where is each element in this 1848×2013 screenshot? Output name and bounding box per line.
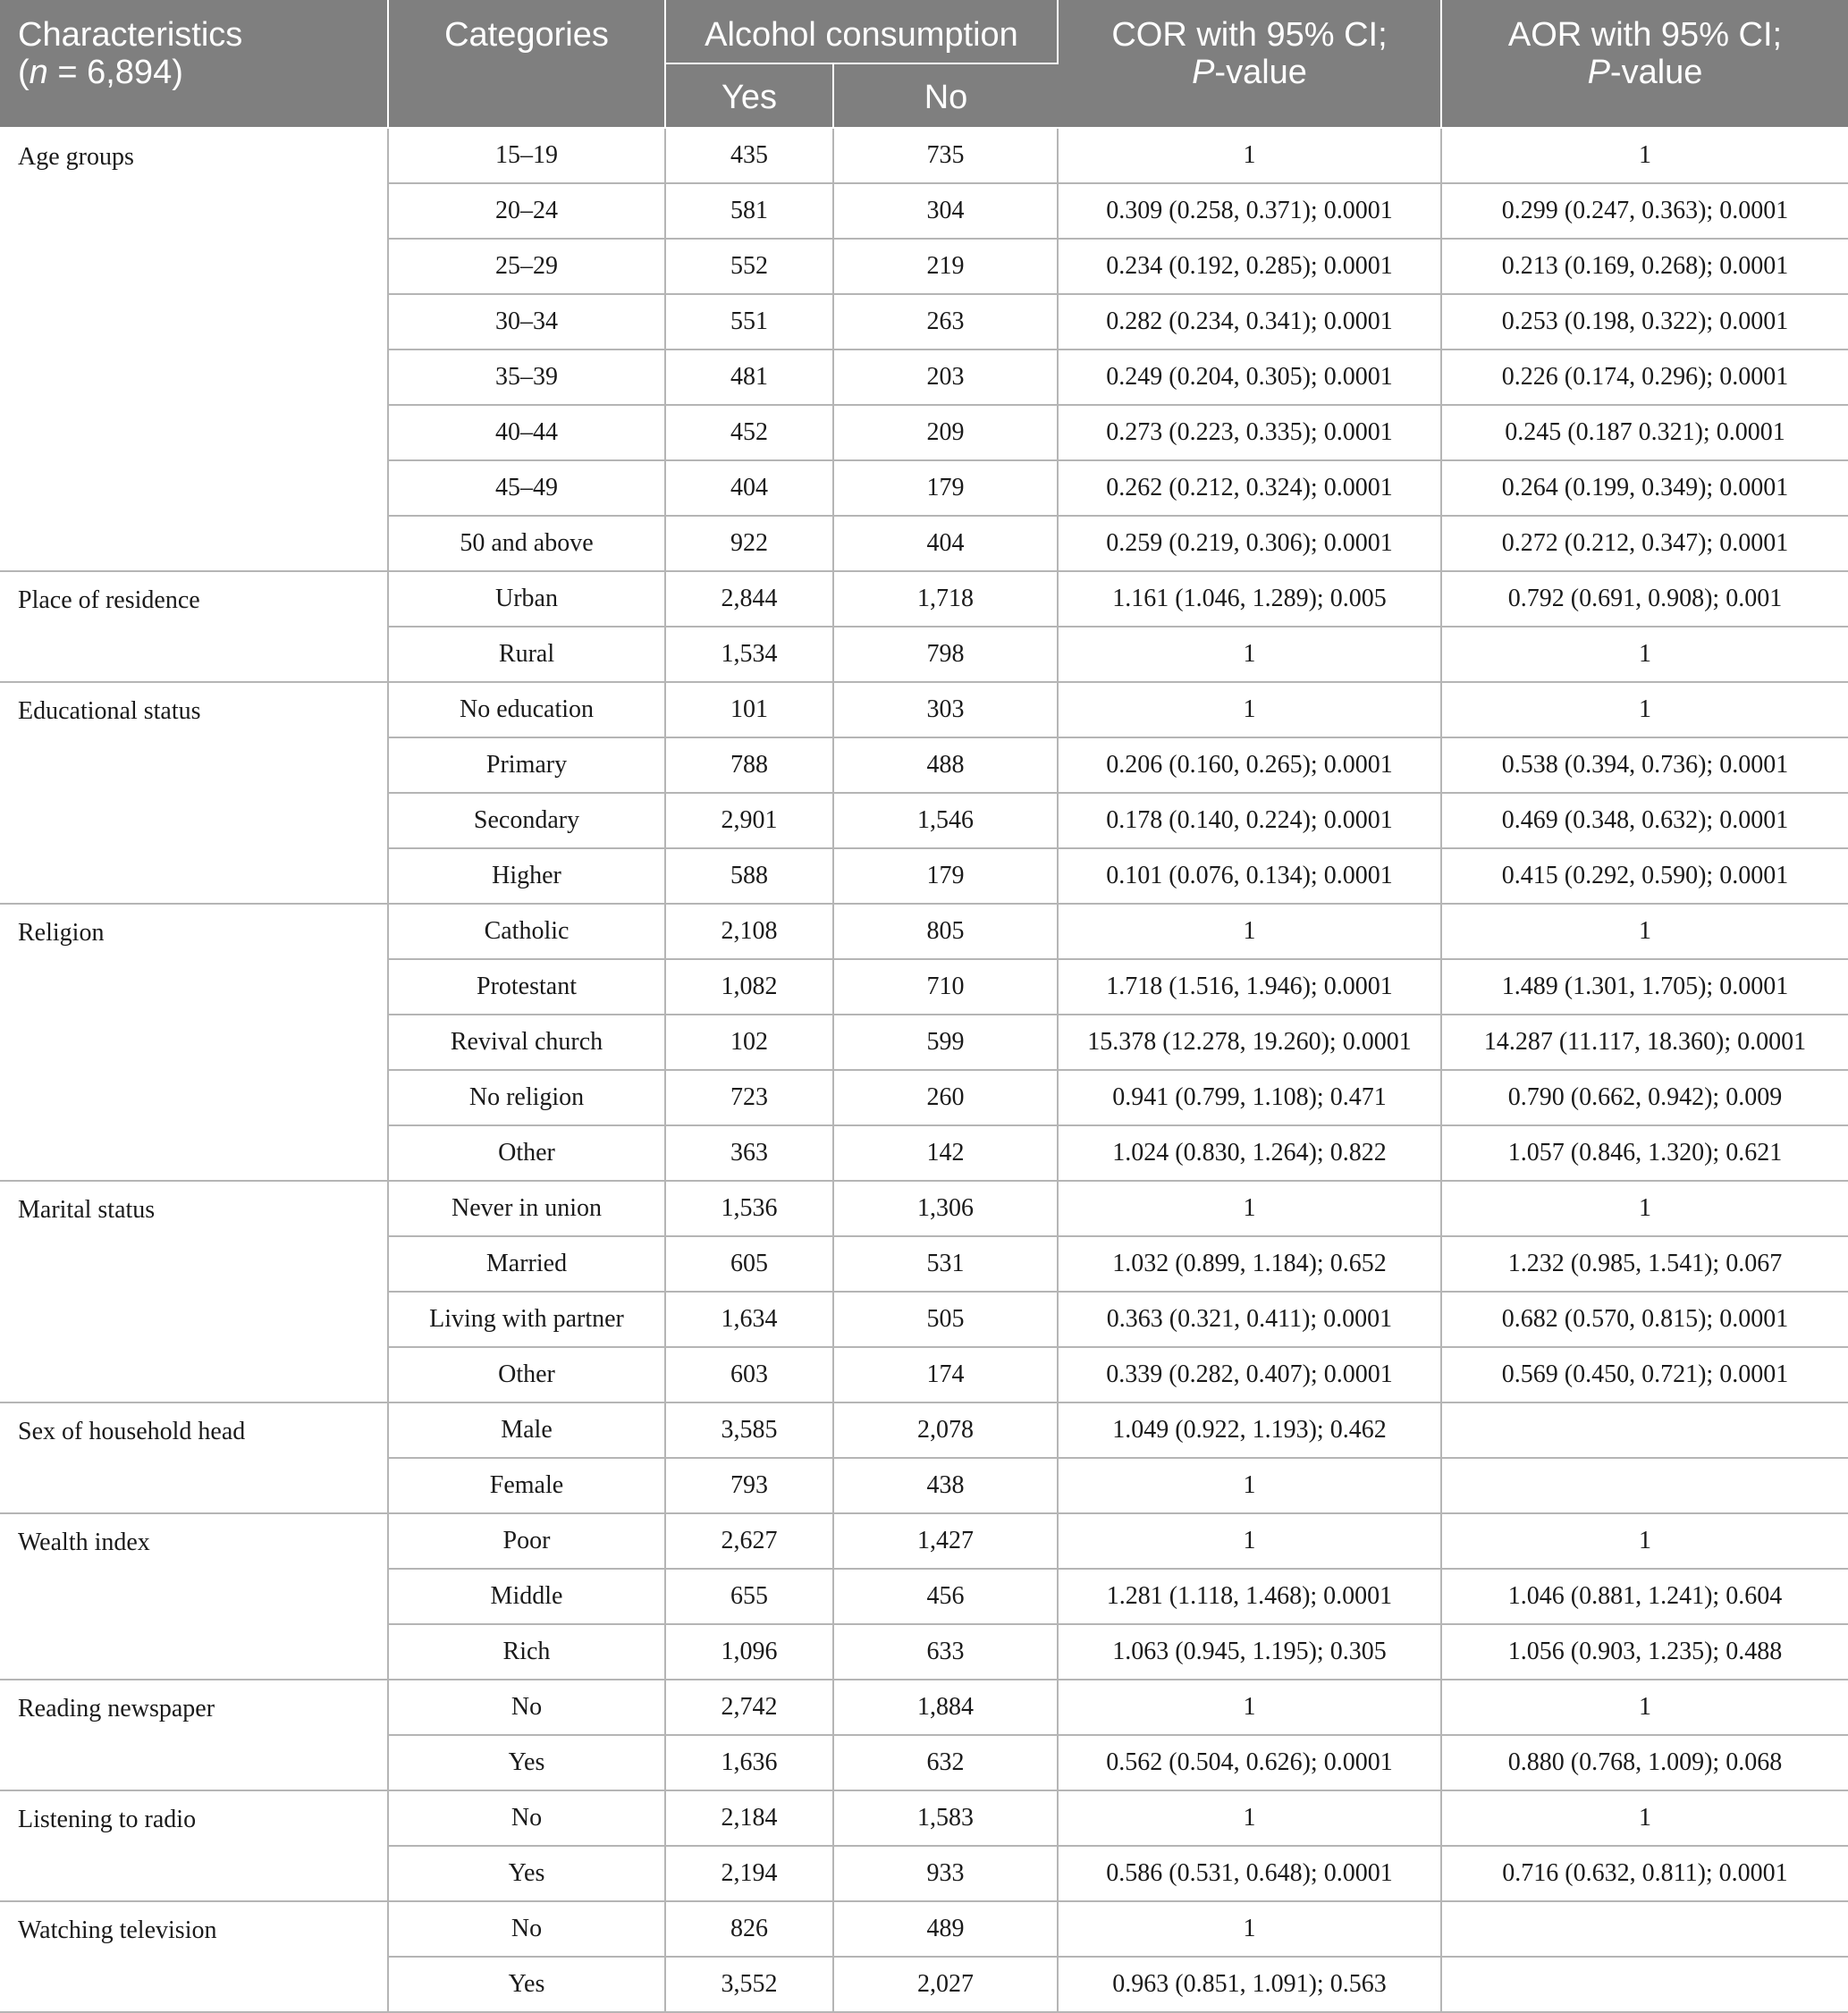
category-cell: Catholic xyxy=(388,904,665,959)
no-count-cell: 142 xyxy=(833,1125,1058,1181)
category-cell: Middle xyxy=(388,1569,665,1624)
category-cell: Poor xyxy=(388,1513,665,1569)
aor-cell: 0.272 (0.212, 0.347); 0.0001 xyxy=(1441,516,1848,571)
yes-count-cell: 102 xyxy=(665,1015,833,1070)
cor-cell: 0.178 (0.140, 0.224); 0.0001 xyxy=(1058,793,1441,848)
characteristic-cell: Place of residence xyxy=(0,571,388,682)
header-alcohol-consumption: Alcohol consumption xyxy=(665,0,1058,63)
aor-cell: 0.682 (0.570, 0.815); 0.0001 xyxy=(1441,1292,1848,1347)
category-cell: Protestant xyxy=(388,959,665,1015)
header-aor: AOR with 95% CI; P-value xyxy=(1441,0,1848,128)
category-cell: 30–34 xyxy=(388,294,665,350)
table-body xyxy=(0,128,1848,2012)
header-categories: Categories xyxy=(388,0,665,128)
no-count-cell: 2,078 xyxy=(833,1402,1058,1458)
category-cell: Rich xyxy=(388,1624,665,1680)
aor-cell: 1 xyxy=(1441,682,1848,737)
no-count-cell: 303 xyxy=(833,682,1058,737)
no-count-cell: 260 xyxy=(833,1070,1058,1125)
category-cell: 15–19 xyxy=(388,128,665,183)
table-row xyxy=(0,1513,1848,1569)
table-row xyxy=(0,1790,1848,1846)
table-row xyxy=(0,904,1848,959)
category-cell: Female xyxy=(388,1458,665,1513)
characteristic-cell: Reading newspaper xyxy=(0,1680,388,1790)
category-cell: Male xyxy=(388,1402,665,1458)
yes-count-cell: 603 xyxy=(665,1347,833,1402)
no-count-cell: 438 xyxy=(833,1458,1058,1513)
cor-cell: 1 xyxy=(1058,1458,1441,1513)
header-no: No xyxy=(833,63,1058,128)
cor-cell: 0.234 (0.192, 0.285); 0.0001 xyxy=(1058,239,1441,294)
category-cell: Secondary xyxy=(388,793,665,848)
aor-cell: 0.213 (0.169, 0.268); 0.0001 xyxy=(1441,239,1848,294)
characteristic-cell: Age groups xyxy=(0,128,388,571)
category-cell: Never in union xyxy=(388,1181,665,1236)
no-count-cell: 1,427 xyxy=(833,1513,1058,1569)
category-cell: 35–39 xyxy=(388,350,665,405)
yes-count-cell: 2,627 xyxy=(665,1513,833,1569)
category-cell: 40–44 xyxy=(388,405,665,460)
category-cell: Revival church xyxy=(388,1015,665,1070)
category-cell: Yes xyxy=(388,1846,665,1901)
cor-cell: 1 xyxy=(1058,1181,1441,1236)
category-cell: 20–24 xyxy=(388,183,665,239)
category-cell: Other xyxy=(388,1347,665,1402)
no-count-cell: 488 xyxy=(833,737,1058,793)
aor-cell: 1.046 (0.881, 1.241); 0.604 xyxy=(1441,1569,1848,1624)
cor-cell: 1.281 (1.118, 1.468); 0.0001 xyxy=(1058,1569,1441,1624)
characteristic-cell: Wealth index xyxy=(0,1513,388,1680)
cor-cell: 1.718 (1.516, 1.946); 0.0001 xyxy=(1058,959,1441,1015)
characteristic-cell: Watching television xyxy=(0,1901,388,2012)
category-cell: Living with partner xyxy=(388,1292,665,1347)
table-row xyxy=(0,1680,1848,1735)
no-count-cell: 179 xyxy=(833,460,1058,516)
cor-cell: 0.339 (0.282, 0.407); 0.0001 xyxy=(1058,1347,1441,1402)
category-cell: 25–29 xyxy=(388,239,665,294)
yes-count-cell: 551 xyxy=(665,294,833,350)
cor-cell: 1 xyxy=(1058,1790,1441,1846)
category-cell: Married xyxy=(388,1236,665,1292)
category-cell: Yes xyxy=(388,1735,665,1790)
yes-count-cell: 2,108 xyxy=(665,904,833,959)
yes-count-cell: 655 xyxy=(665,1569,833,1624)
no-count-cell: 489 xyxy=(833,1901,1058,1957)
no-count-cell: 710 xyxy=(833,959,1058,1015)
aor-cell: 1.489 (1.301, 1.705); 0.0001 xyxy=(1441,959,1848,1015)
category-cell: Primary xyxy=(388,737,665,793)
aor-cell: 1 xyxy=(1441,627,1848,682)
aor-cell: 1 xyxy=(1441,128,1848,183)
yes-count-cell: 793 xyxy=(665,1458,833,1513)
yes-count-cell: 922 xyxy=(665,516,833,571)
aor-cell xyxy=(1441,1957,1848,2012)
aor-cell: 0.880 (0.768, 1.009); 0.068 xyxy=(1441,1735,1848,1790)
yes-count-cell: 2,194 xyxy=(665,1846,833,1901)
characteristic-cell: Religion xyxy=(0,904,388,1181)
cor-cell: 1 xyxy=(1058,904,1441,959)
aor-cell: 0.299 (0.247, 0.363); 0.0001 xyxy=(1441,183,1848,239)
no-count-cell: 174 xyxy=(833,1347,1058,1402)
cor-cell: 1.063 (0.945, 1.195); 0.305 xyxy=(1058,1624,1441,1680)
cor-cell: 1.032 (0.899, 1.184); 0.652 xyxy=(1058,1236,1441,1292)
no-count-cell: 798 xyxy=(833,627,1058,682)
cor-cell: 0.941 (0.799, 1.108); 0.471 xyxy=(1058,1070,1441,1125)
header-yes: Yes xyxy=(665,63,833,128)
yes-count-cell: 1,534 xyxy=(665,627,833,682)
aor-cell: 0.415 (0.292, 0.590); 0.0001 xyxy=(1441,848,1848,904)
category-cell: No xyxy=(388,1680,665,1735)
cor-cell: 0.206 (0.160, 0.265); 0.0001 xyxy=(1058,737,1441,793)
category-cell: 50 and above xyxy=(388,516,665,571)
aor-cell: 1 xyxy=(1441,904,1848,959)
table-row xyxy=(0,128,1848,183)
category-cell: No religion xyxy=(388,1070,665,1125)
no-count-cell: 209 xyxy=(833,405,1058,460)
no-count-cell: 219 xyxy=(833,239,1058,294)
cor-cell: 0.363 (0.321, 0.411); 0.0001 xyxy=(1058,1292,1441,1347)
aor-cell: 0.538 (0.394, 0.736); 0.0001 xyxy=(1441,737,1848,793)
no-count-cell: 179 xyxy=(833,848,1058,904)
characteristic-cell: Listening to radio xyxy=(0,1790,388,1901)
cor-cell: 1 xyxy=(1058,1680,1441,1735)
yes-count-cell: 1,082 xyxy=(665,959,833,1015)
cor-cell: 1.049 (0.922, 1.193); 0.462 xyxy=(1058,1402,1441,1458)
characteristic-cell: Marital status xyxy=(0,1181,388,1402)
aor-cell: 0.792 (0.691, 0.908); 0.001 xyxy=(1441,571,1848,627)
yes-count-cell: 363 xyxy=(665,1125,833,1181)
yes-count-cell: 1,536 xyxy=(665,1181,833,1236)
aor-cell: 1.232 (0.985, 1.541); 0.067 xyxy=(1441,1236,1848,1292)
cor-cell: 0.963 (0.851, 1.091); 0.563 xyxy=(1058,1957,1441,2012)
category-cell: Rural xyxy=(388,627,665,682)
yes-count-cell: 3,552 xyxy=(665,1957,833,2012)
no-count-cell: 456 xyxy=(833,1569,1058,1624)
no-count-cell: 263 xyxy=(833,294,1058,350)
table-row xyxy=(0,1181,1848,1236)
aor-cell: 1.057 (0.846, 1.320); 0.621 xyxy=(1441,1125,1848,1181)
yes-count-cell: 1,634 xyxy=(665,1292,833,1347)
cor-cell: 0.101 (0.076, 0.134); 0.0001 xyxy=(1058,848,1441,904)
cor-cell: 1 xyxy=(1058,1901,1441,1957)
yes-count-cell: 723 xyxy=(665,1070,833,1125)
no-count-cell: 505 xyxy=(833,1292,1058,1347)
no-count-cell: 1,884 xyxy=(833,1680,1058,1735)
yes-count-cell: 552 xyxy=(665,239,833,294)
table-row xyxy=(0,1402,1848,1458)
aor-cell: 0.226 (0.174, 0.296); 0.0001 xyxy=(1441,350,1848,405)
cor-cell: 0.262 (0.212, 0.324); 0.0001 xyxy=(1058,460,1441,516)
no-count-cell: 805 xyxy=(833,904,1058,959)
yes-count-cell: 2,742 xyxy=(665,1680,833,1735)
header-characteristics: Characteristics (n = 6,894) xyxy=(0,0,388,128)
aor-cell: 1 xyxy=(1441,1790,1848,1846)
yes-count-cell: 2,184 xyxy=(665,1790,833,1846)
cor-cell: 0.282 (0.234, 0.341); 0.0001 xyxy=(1058,294,1441,350)
no-count-cell: 632 xyxy=(833,1735,1058,1790)
aor-cell: 0.264 (0.199, 0.349); 0.0001 xyxy=(1441,460,1848,516)
cor-cell: 1.024 (0.830, 1.264); 0.822 xyxy=(1058,1125,1441,1181)
yes-count-cell: 581 xyxy=(665,183,833,239)
characteristic-cell: Educational status xyxy=(0,682,388,904)
yes-count-cell: 101 xyxy=(665,682,833,737)
no-count-cell: 404 xyxy=(833,516,1058,571)
yes-count-cell: 2,901 xyxy=(665,793,833,848)
cor-cell: 1 xyxy=(1058,128,1441,183)
cor-cell: 0.562 (0.504, 0.626); 0.0001 xyxy=(1058,1735,1441,1790)
cor-cell: 15.378 (12.278, 19.260); 0.0001 xyxy=(1058,1015,1441,1070)
cor-cell: 1.161 (1.046, 1.289); 0.005 xyxy=(1058,571,1441,627)
yes-count-cell: 1,096 xyxy=(665,1624,833,1680)
aor-cell: 1 xyxy=(1441,1181,1848,1236)
yes-count-cell: 588 xyxy=(665,848,833,904)
cor-cell: 1 xyxy=(1058,627,1441,682)
no-count-cell: 633 xyxy=(833,1624,1058,1680)
cor-cell: 0.249 (0.204, 0.305); 0.0001 xyxy=(1058,350,1441,405)
no-count-cell: 599 xyxy=(833,1015,1058,1070)
cor-cell: 0.259 (0.219, 0.306); 0.0001 xyxy=(1058,516,1441,571)
aor-cell: 14.287 (11.117, 18.360); 0.0001 xyxy=(1441,1015,1848,1070)
no-count-cell: 1,306 xyxy=(833,1181,1058,1236)
table-row xyxy=(0,1901,1848,1957)
yes-count-cell: 788 xyxy=(665,737,833,793)
category-cell: Urban xyxy=(388,571,665,627)
yes-count-cell: 826 xyxy=(665,1901,833,1957)
aor-cell xyxy=(1441,1402,1848,1458)
aor-cell: 0.569 (0.450, 0.721); 0.0001 xyxy=(1441,1347,1848,1402)
cor-cell: 1 xyxy=(1058,1513,1441,1569)
no-count-cell: 304 xyxy=(833,183,1058,239)
cor-cell: 0.586 (0.531, 0.648); 0.0001 xyxy=(1058,1846,1441,1901)
header-cor: COR with 95% CI; P-value xyxy=(1058,0,1441,128)
no-count-cell: 2,027 xyxy=(833,1957,1058,2012)
no-count-cell: 735 xyxy=(833,128,1058,183)
cor-cell: 0.273 (0.223, 0.335); 0.0001 xyxy=(1058,405,1441,460)
no-count-cell: 531 xyxy=(833,1236,1058,1292)
aor-cell: 1 xyxy=(1441,1680,1848,1735)
cor-cell: 0.309 (0.258, 0.371); 0.0001 xyxy=(1058,183,1441,239)
cor-cell: 1 xyxy=(1058,682,1441,737)
category-cell: No xyxy=(388,1901,665,1957)
category-cell: Yes xyxy=(388,1957,665,2012)
aor-cell: 0.716 (0.632, 0.811); 0.0001 xyxy=(1441,1846,1848,1901)
category-cell: 45–49 xyxy=(388,460,665,516)
yes-count-cell: 435 xyxy=(665,128,833,183)
no-count-cell: 1,546 xyxy=(833,793,1058,848)
aor-cell xyxy=(1441,1901,1848,1957)
table-row xyxy=(0,571,1848,627)
no-count-cell: 1,718 xyxy=(833,571,1058,627)
table-row xyxy=(0,682,1848,737)
category-cell: No xyxy=(388,1790,665,1846)
yes-count-cell: 481 xyxy=(665,350,833,405)
no-count-cell: 933 xyxy=(833,1846,1058,1901)
aor-cell: 0.253 (0.198, 0.322); 0.0001 xyxy=(1441,294,1848,350)
yes-count-cell: 605 xyxy=(665,1236,833,1292)
aor-cell xyxy=(1441,1458,1848,1513)
category-cell: Other xyxy=(388,1125,665,1181)
yes-count-cell: 452 xyxy=(665,405,833,460)
aor-cell: 0.790 (0.662, 0.942); 0.009 xyxy=(1441,1070,1848,1125)
yes-count-cell: 2,844 xyxy=(665,571,833,627)
aor-cell: 1 xyxy=(1441,1513,1848,1569)
category-cell: Higher xyxy=(388,848,665,904)
characteristic-cell: Sex of household head xyxy=(0,1402,388,1513)
no-count-cell: 203 xyxy=(833,350,1058,405)
aor-cell: 0.469 (0.348, 0.632); 0.0001 xyxy=(1441,793,1848,848)
category-cell: No education xyxy=(388,682,665,737)
table-header xyxy=(0,0,1848,128)
yes-count-cell: 3,585 xyxy=(665,1402,833,1458)
no-count-cell: 1,583 xyxy=(833,1790,1058,1846)
yes-count-cell: 404 xyxy=(665,460,833,516)
aor-cell: 0.245 (0.187 0.321); 0.0001 xyxy=(1441,405,1848,460)
yes-count-cell: 1,636 xyxy=(665,1735,833,1790)
aor-cell: 1.056 (0.903, 1.235); 0.488 xyxy=(1441,1624,1848,1680)
